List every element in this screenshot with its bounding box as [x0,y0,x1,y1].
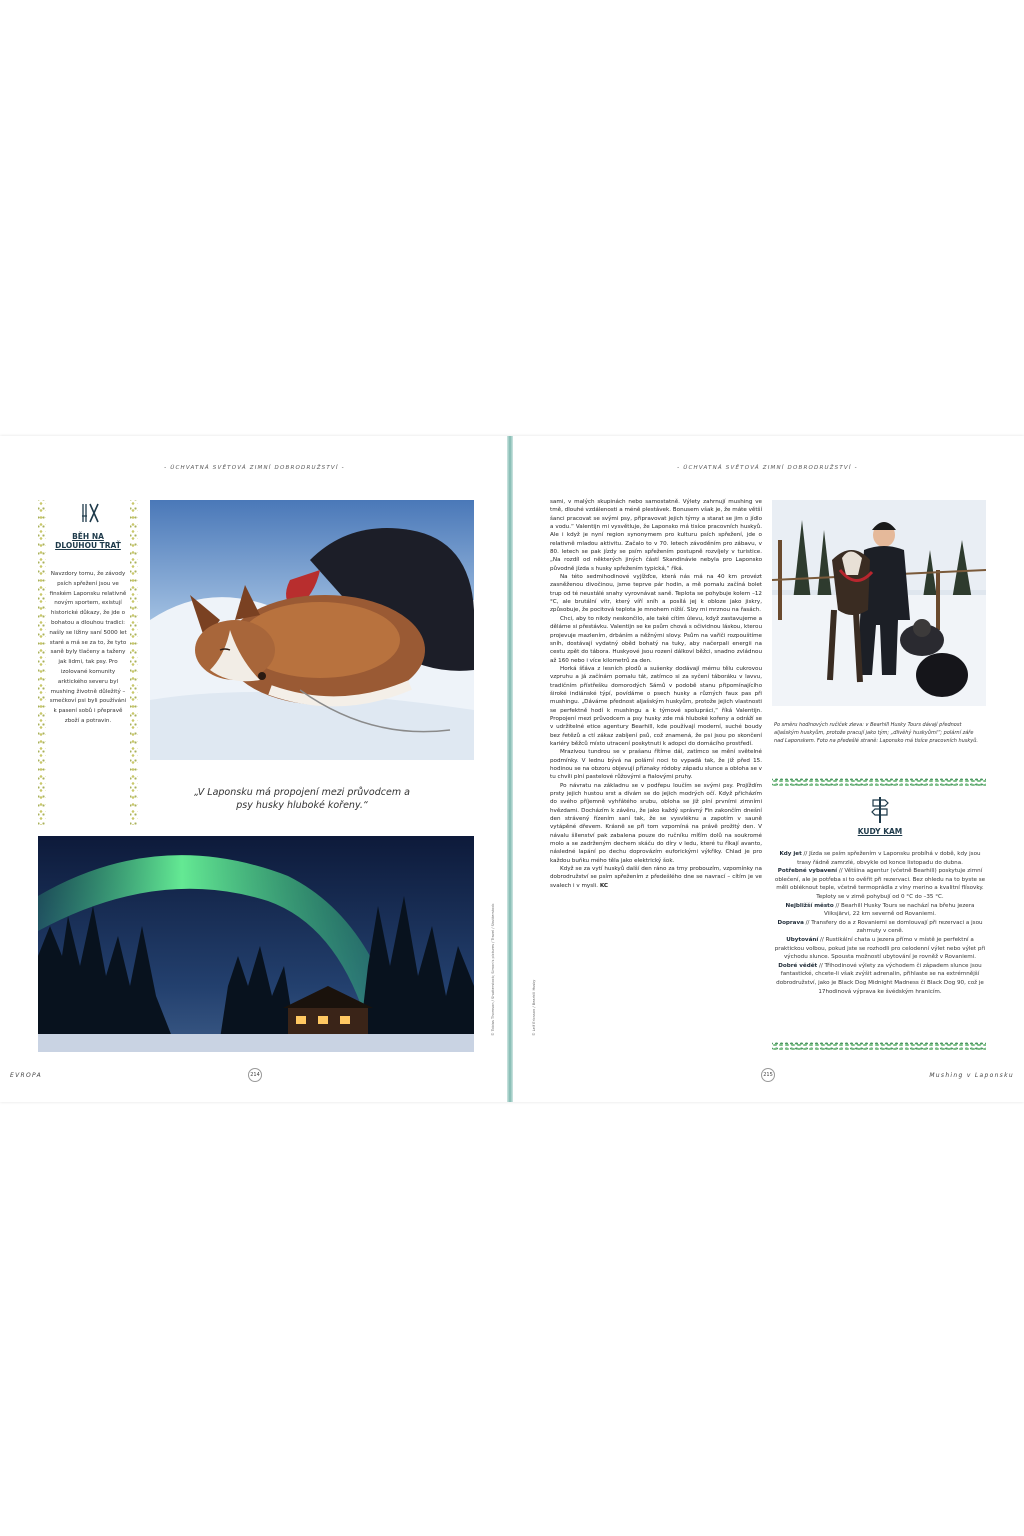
info-item-accommodation [774,936,986,962]
aurora-photo [38,836,474,1052]
info-label: Potřebné vybavení [777,868,838,875]
left-page [2,436,507,1102]
huskies-illustration [772,500,986,706]
body-paragraph: Mrazivou tundrou se v prašanu řítíme dál, zatímco se mění světelné podmínky. V lednu bývá na polární noci to vypadá tak, že již před 15. hodinou se na obzoru objevují příznaky ródoby západu slunce a obloha se v tu chvíli plní pastelové růžovými a fialovými pruhy. [550,749,762,781]
info-item-gear [774,867,986,901]
info-label: Kdy jet [779,851,802,857]
info-text: // Většina agentur (včetně Bearhill) poskytuje zimní oblečení, ale je potřeba si to ověřit při rezervaci. Bez ohledu na to byste se měli obléknout teple, včetně termoprádla z vlny merino a kvalitní flísovky. Teploty se v zimě pohybují od 0 °C do –35 °C. [774,868,986,900]
vine-border-left [38,500,46,825]
info-item-good-to-know [774,962,986,996]
info-label: Doprava [777,919,804,926]
vine-border-right [130,500,138,825]
info-label: Ubytování [786,936,819,943]
info-item-transport [774,919,986,936]
page-number-left: 214 [248,1068,262,1082]
sled-runner-icon [78,502,100,524]
body-paragraph-final-text: Když se za vytí huskyů další den ráno za tmy probouzím, vzpomínky na dobrodružství se psím spřežením z předešlého dne se navrací – cítím je ve svalech i v mysli. [550,866,762,889]
body-paragraph: Na této sedmihodinové vyjížďce, která nás má na 40 km provézt zasněženou divočinou, jsme teprve pár hodin, a mě pomalu začíná bolet trup od té neustálé snahy vyrovnávat saně. Teplota se pohybuje kolem –12 °C, ale brutální vítr, který víří sníh a posílá jej k obloze jako jiskry, způsobuje, že pocitová teplota je mnohem nižší. Slzy mi mrznou na řasách. [550,574,762,614]
info-text: // Třihodinové výlety za východem či západem slunce jsou fantastické, chcete-li však zvýšit adrenalin, přihlaste se na extrémnější dobrodružství, jako je Black Dog Midnight Madness či Black Dog 90, což je 17hodinová výprava ke švédským hranicím. [776,962,984,995]
pull-quote: „V Laponsku má propojení mezi průvodcem a psy husky hluboké kořeny.“ [194,787,410,811]
body-paragraph: sami, v malých skupinách nebo samostatně. Výlety zahrnují mushing ve tmě, dlouhé vzdálenosti a méně plestávek. Bonusem však je, že máte větší šanci pracovat se svými psy, připravovat jejich týmy a starat se jim o jídlo a vodu.“ Valentijn mi vysvětluje, že Laponsko má tisíce pracovních huskyů. Ale i když je nyní region synonymem pro kulturu psích spřežení, jde o relativně mladou aktivitu. Začalo to v 70. letech závoděním pro zábavu, v 80. letech se pak jízdy se psím spřežením postupně rozvíjely v turistice. „Na rozdíl od některých jiných částí Skandinávie nebyla pro Laponsko původně jízda s husky spřežením typická,“ říká. [550,499,762,572]
photo-credit-left: © Tobias Thomson / Shutterstock; Simon's pictures / Travel / Shutterstock [491,903,495,1036]
sidebar-title-line1: BĚH NA [72,532,104,541]
info-text: // Jízda se psím spřežením v Laponsku probíhá v době, kdy jsou trasy řádně zamrzlé, obvykle od konce listopadu do dubna. [797,851,981,866]
info-label: Nejbližší město [785,902,834,909]
body-paragraph: Po návratu na základnu se v podřepu loučím se svými psy. Projíždím prsty jejich hustou srst a dívám se do jejich modrých očí. Když přicházím do svého příjemně vyhřátého srubu, obloha se již plní prvními zimními hvězdami. Docházím k závěru, že jako každý správný Fin zakončím dnešní den strávený řízením saní tak, že se vysvléknu a zapotím v sauně vytápěné dřevem. Krásně se při tom vzpomíná na právě prožitý den. V návalu šílenství pak zabalena pouze do ručníku míťím dolů na soukromé molo a se zadrženým dechem skáču do díry v ledu, které tu říkají avanto, následné lapání po dechu doprovázím euforickými výkřiky. Chlad je pro každou buňku mého těla jako elektrický šok. [550,782,762,864]
info-item-when [774,850,986,867]
info-text: // Transfery do a z Rovaniemi se domlouvají při rezervaci a jsou zahrnuty v ceně. [803,919,983,935]
running-header-left: - ÚCHVATNÁ SVĚTOVÁ ZIMNÍ DOBRODRUŽSTVÍ - [164,465,345,471]
sidebar-box [38,500,138,825]
author-initials: KC [599,882,609,889]
section-label-right: Mushing v Laponsku [929,1072,1014,1079]
sleeping-husky-photo [150,500,474,760]
photo-caption: Po směru hodinových ručiček zleva: v Bearhill Husky Tours dávají přednost aljašským huskyům, protože pracují jako tým; „dlivěhý huskyům!“; polární záře nad Laponskem. Foto na předešlé straně: Laponsko má tisíce pracovních huskyů. [774,722,979,744]
woman-with-huskies-photo [772,500,986,706]
body-paragraph: Horká šťáva z lesních plodů a sušenky dodávají mému tělu cukrovou vzpruhu a já začínám pomalu tát, zatímco si za syčení táboráku v lavvu, tradičním přístřešku domorodých Sámů v podobě stanu připomínajícího široké indiánské týpí, povídáme o psech husky a různých faux pas při mushingu. „Dáváme přednost aljašským huskyům, protože jejich vlastnosti se perfektně hodí k mushingu a k týmové spolupráci,“ říká Valentijn. Propojení mezi průvodcem a psy husky zde má hluboké kořeny a odráží se v udržitelné etice agentury Bearhill, kde používají moderní, suché boudy bez řetězů a ctí zákaz zabíjení psů, což znamená, že psi jsou po skončení kariéry běžců místo utracení poskytnuti k adopci do domácího prostředí. [550,665,762,747]
leaf-divider-top [772,778,986,787]
photo-credit-right: © Leif Ericsson / Bearhill Husky [532,979,536,1036]
running-header-right: - ÚCHVATNÁ SVĚTOVÁ ZIMNÍ DOBRODRUŽSTVÍ - [677,465,858,471]
body-paragraph: Chci, aby to nikdy neskončilo, ale také cítím úlevu, když zastavujeme a děláme si přestávku. Valentijn se ke psům chová s očividnou láskou, kterou projevuje mazlením, drbáním a něžnými slovy. Psům na vařiči rozpouštíme sníh, dostávají vydatný oběd bohatý na tuky, aby načerpali energii na cestu zpět do tábora. Huskyové jsou rození dálkoví běžci, snadno zvládnou až 160 nebo i více kilometrů za den. [550,615,762,664]
sidebar-text: Navzdory tomu, že závody psích spřežení jsou ve finském Laponsku relativně novým sportem, existují historické důkazy, že jde o bohatou a dlouhou tradici: našly se ližiny saní 5000 let staré a má se za to, že tyto saně byly tlačeny a taženy jak lidmi, tak psy. Pro izolované komunity arktického severu byl mushing životně důležitý – smečkoví psi byli používáni k pasení sobů i přepravě zboží a potravin. [49,571,127,724]
kudy-kam-info [774,850,986,996]
article-body [550,498,762,890]
leaf-divider-bottom [772,1042,986,1051]
info-text: // Rustikální chata u jezera přímo v místě je perfektní a praktickou volbou, pokud jste se rozhodli pro celodenní výlet nebo výlet při východu slunce. Spousta možností ubytování je rovněž v Rovaniemi. [774,936,986,961]
kudy-kam-title: KUDY KAM [857,827,903,836]
info-text: // Bearhill Husky Tours se nachází na břehu jezera Viiksjärvi, 22 km severně od Rovaniemi. [824,902,975,918]
aurora-illustration [38,836,474,1052]
info-label: Dobré vědět [778,962,818,969]
sidebar-title [48,532,128,550]
husky-illustration [150,500,474,760]
body-paragraph-last [550,865,762,890]
signpost-icon [870,795,890,823]
sidebar-title-line2: DLOUHOU TRAŤ [55,541,121,550]
info-item-nearest-town [774,902,986,919]
page-number-right: 215 [761,1068,775,1082]
section-label-left: EVROPA [10,1072,43,1079]
